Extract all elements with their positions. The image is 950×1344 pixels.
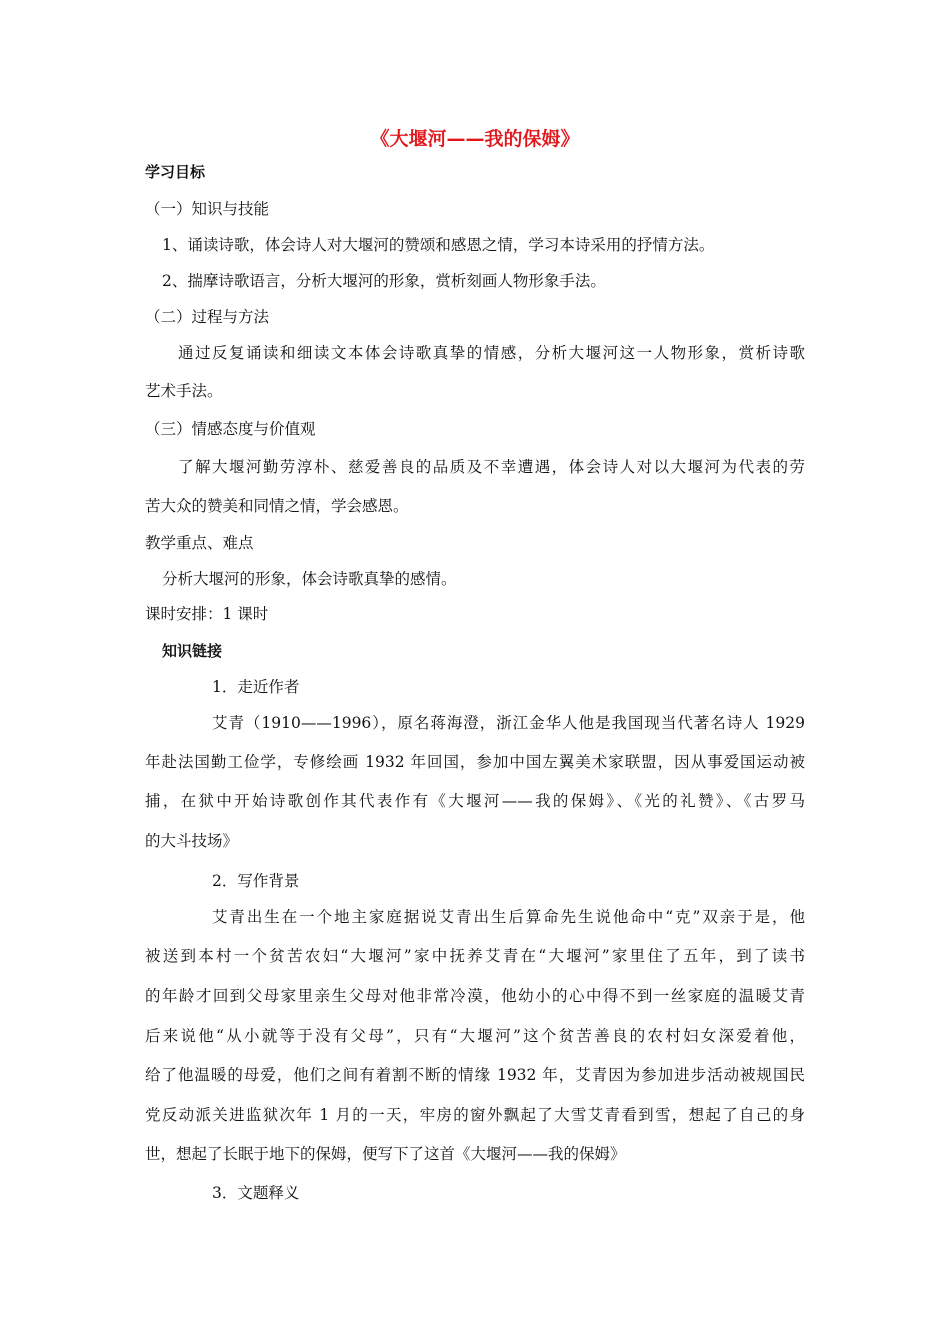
process-method-heading: （二）过程与方法 bbox=[145, 308, 270, 326]
objective-item-2: 2、揣摩诗歌语言，分析大堰河的形象，赏析刻画人物形象手法。 bbox=[162, 272, 606, 290]
background-line-6: 党反动派关进监狱次年 1 月的一天，牢房的窗外飘起了大雪艾青看到雪，想起了自己的身 bbox=[145, 1106, 805, 1124]
emotion-values-heading: （三）情感态度与价值观 bbox=[145, 420, 316, 438]
title-meaning-heading: 3．文题释义 bbox=[212, 1184, 300, 1202]
page-title: 《大堰河——我的保姆》 bbox=[370, 128, 580, 150]
background-line-1: 艾青出生在一个地主家庭据说艾青出生后算命先生说他命中“克”双亲于是，他 bbox=[212, 908, 805, 926]
author-section-heading: 1．走近作者 bbox=[212, 678, 300, 696]
author-line-4: 的大斗技场》 bbox=[145, 832, 239, 850]
background-line-4: 后来说他“从小就等于没有父母”，只有“大堰河”这个贫苦善良的农村妇女深爱着他， bbox=[145, 1027, 805, 1045]
emotion-values-line-2: 苦大众的赞美和同情之情，学会感恩。 bbox=[145, 497, 409, 515]
author-line-2: 年赴法国勤工俭学，专修绘画 1932 年回国，参加中国左翼美术家联盟，因从事爱国运动被 bbox=[145, 753, 805, 771]
background-section-heading: 2．写作背景 bbox=[212, 872, 300, 890]
schedule-text: 课时安排：1 课时 bbox=[145, 605, 269, 623]
emotion-values-line-1: 了解大堰河勤劳淳朴、慈爱善良的品质及不幸遭遇，体会诗人对以大堰河为代表的劳 bbox=[178, 458, 805, 476]
key-points-heading: 教学重点、难点 bbox=[145, 534, 254, 552]
process-method-line-2: 艺术手法。 bbox=[145, 382, 223, 400]
background-line-5: 给了他温暖的母爱，他们之间有着割不断的情缘 1932 年，艾青因为参加进步活动被规国民 bbox=[145, 1066, 805, 1084]
objective-item-1: 1、诵读诗歌，体会诗人对大堰河的赞颂和感恩之情，学习本诗采用的抒情方法。 bbox=[162, 236, 715, 254]
objectives-heading: 学习目标 bbox=[145, 163, 206, 181]
process-method-line-1: 通过反复诵读和细读文本体会诗歌真挚的情感，分析大堰河这一人物形象，赏析诗歌 bbox=[178, 344, 805, 362]
knowledge-skills-heading: （一）知识与技能 bbox=[145, 200, 270, 218]
key-points-text: 分析大堰河的形象，体会诗歌真挚的感情。 bbox=[162, 570, 457, 588]
background-line-7: 世，想起了长眠于地下的保姆，便写下了这首《大堰河——我的保姆》 bbox=[145, 1145, 626, 1163]
background-line-2: 被送到本村一个贫苦农妇“大堰河”家中抚养艾青在“大堰河”家里住了五年，到了读书 bbox=[145, 947, 805, 965]
knowledge-link-heading: 知识链接 bbox=[162, 642, 223, 660]
background-line-3: 的年龄才回到父母家里亲生父母对他非常冷漠，他幼小的心中得不到一丝家庭的温暖艾青 bbox=[145, 987, 805, 1005]
author-line-3: 捕，在狱中开始诗歌创作其代表作有《大堰河——我的保姆》、《光的礼赞》、《古罗马 bbox=[145, 792, 805, 810]
author-line-1: 艾青（1910——1996），原名蒋海澄，浙江金华人他是我国现当代著名诗人 1929 bbox=[212, 714, 805, 732]
